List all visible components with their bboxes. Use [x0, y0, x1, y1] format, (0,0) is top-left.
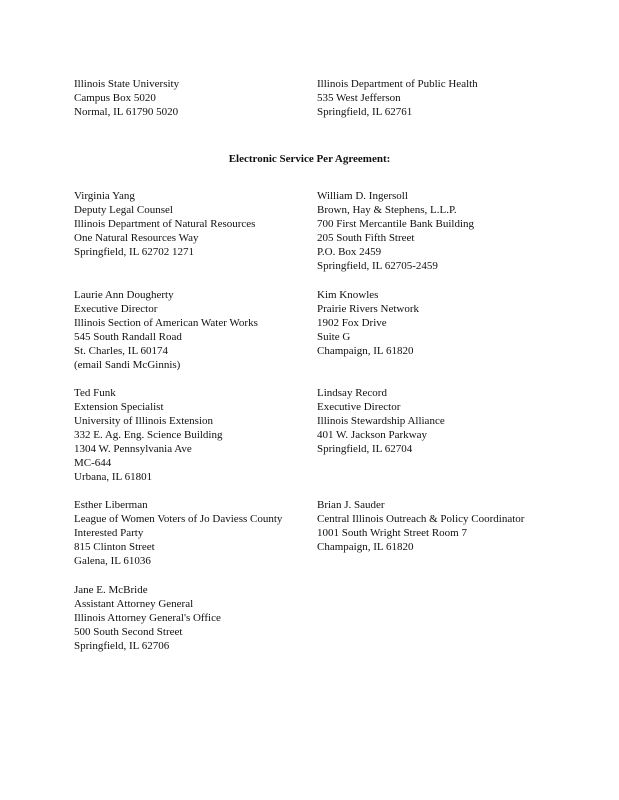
contact-kim-knowles: [317, 288, 419, 358]
contact-line: Brown, Hay & Stephens, L.L.P.: [317, 204, 457, 216]
address-block-idph: [317, 77, 478, 119]
contact-line: Deputy Legal Counsel: [74, 204, 173, 216]
contact-line: 1902 Fox Drive: [317, 317, 387, 329]
contact-line: (email Sandi McGinnis): [74, 359, 181, 371]
contact-line: William D. Ingersoll: [317, 190, 408, 202]
contact-line: Springfield, IL 62706: [74, 640, 170, 652]
contact-line: Central Illinois Outreach & Policy Coordinator: [317, 513, 525, 525]
contact-line: 815 Clinton Street: [74, 541, 155, 553]
contact-line: 401 W. Jackson Parkway: [317, 429, 427, 441]
contact-lindsay-record: [317, 386, 445, 456]
contact-line: Illinois Section of American Water Works: [74, 317, 258, 329]
address-line: Illinois State University: [74, 78, 180, 90]
contact-line: Executive Director: [317, 401, 401, 413]
contact-william-ingersoll: [317, 189, 474, 273]
contact-line: Springfield, IL 62705-2459: [317, 260, 438, 272]
contact-line: One Natural Resources Way: [74, 232, 199, 244]
contact-line: P.O. Box 2459: [317, 246, 382, 258]
contact-line: Galena, IL 61036: [74, 555, 151, 567]
contact-line: Executive Director: [74, 303, 158, 315]
contact-line: Springfield, IL 62702 1271: [74, 246, 194, 258]
contact-line: Kim Knowles: [317, 289, 379, 301]
address-line: Illinois Department of Public Health: [317, 78, 478, 90]
contact-line: MC-644: [74, 457, 112, 469]
contact-line: Esther Liberman: [74, 499, 148, 511]
contact-line: Extension Specialist: [74, 401, 164, 413]
contact-line: League of Women Voters of Jo Daviess County: [74, 513, 283, 525]
contact-line: University of Illinois Extension: [74, 415, 214, 427]
contact-line: Suite G: [317, 331, 351, 343]
contact-line: Laurie Ann Dougherty: [74, 289, 174, 301]
address-block-isu: [74, 77, 179, 119]
address-line: Campus Box 5020: [74, 92, 156, 104]
contact-line: 545 South Randall Road: [74, 331, 182, 343]
contact-line: 700 First Mercantile Bank Building: [317, 218, 475, 230]
contact-line: Jane E. McBride: [74, 584, 148, 596]
address-line: 535 West Jefferson: [317, 92, 401, 104]
section-heading: Electronic Service Per Agreement:: [228, 153, 391, 165]
contact-line: 1304 W. Pennsylvania Ave: [74, 443, 192, 455]
contact-jane-mcbride: [74, 583, 221, 653]
contact-line: Springfield, IL 62704: [317, 443, 413, 455]
contact-line: Brian J. Sauder: [317, 499, 385, 511]
contact-line: 500 South Second Street: [74, 626, 183, 638]
contact-line: Champaign, IL 61820: [317, 541, 414, 553]
contact-virginia-yang: [74, 189, 255, 259]
contact-line: 205 South Fifth Street: [317, 232, 415, 244]
contact-line: 332 E. Ag. Eng. Science Building: [74, 429, 223, 441]
contact-line: 1001 South Wright Street Room 7: [317, 527, 467, 539]
contact-line: Illinois Stewardship Alliance: [317, 415, 445, 427]
contact-line: Illinois Attorney General's Office: [74, 612, 221, 624]
contact-line: Assistant Attorney General: [74, 598, 194, 610]
contact-laurie-dougherty: [74, 288, 258, 372]
contact-line: Prairie Rivers Network: [317, 303, 420, 315]
address-line: Normal, IL 61790 5020: [74, 106, 179, 118]
address-line: Springfield, IL 62761: [317, 106, 413, 118]
contact-line: Champaign, IL 61820: [317, 345, 414, 357]
contact-line: Lindsay Record: [317, 387, 387, 399]
contact-line: Virginia Yang: [74, 190, 135, 202]
contact-line: St. Charles, IL 60174: [74, 345, 168, 357]
contact-line: Interested Party: [74, 527, 144, 539]
contact-ted-funk: [74, 386, 222, 484]
contact-line: Ted Funk: [74, 387, 116, 399]
contact-line: Urbana, IL 61801: [74, 471, 153, 483]
contact-brian-sauder: [317, 498, 524, 554]
contact-line: Illinois Department of Natural Resources: [74, 218, 256, 230]
contact-esther-liberman: [74, 498, 282, 568]
